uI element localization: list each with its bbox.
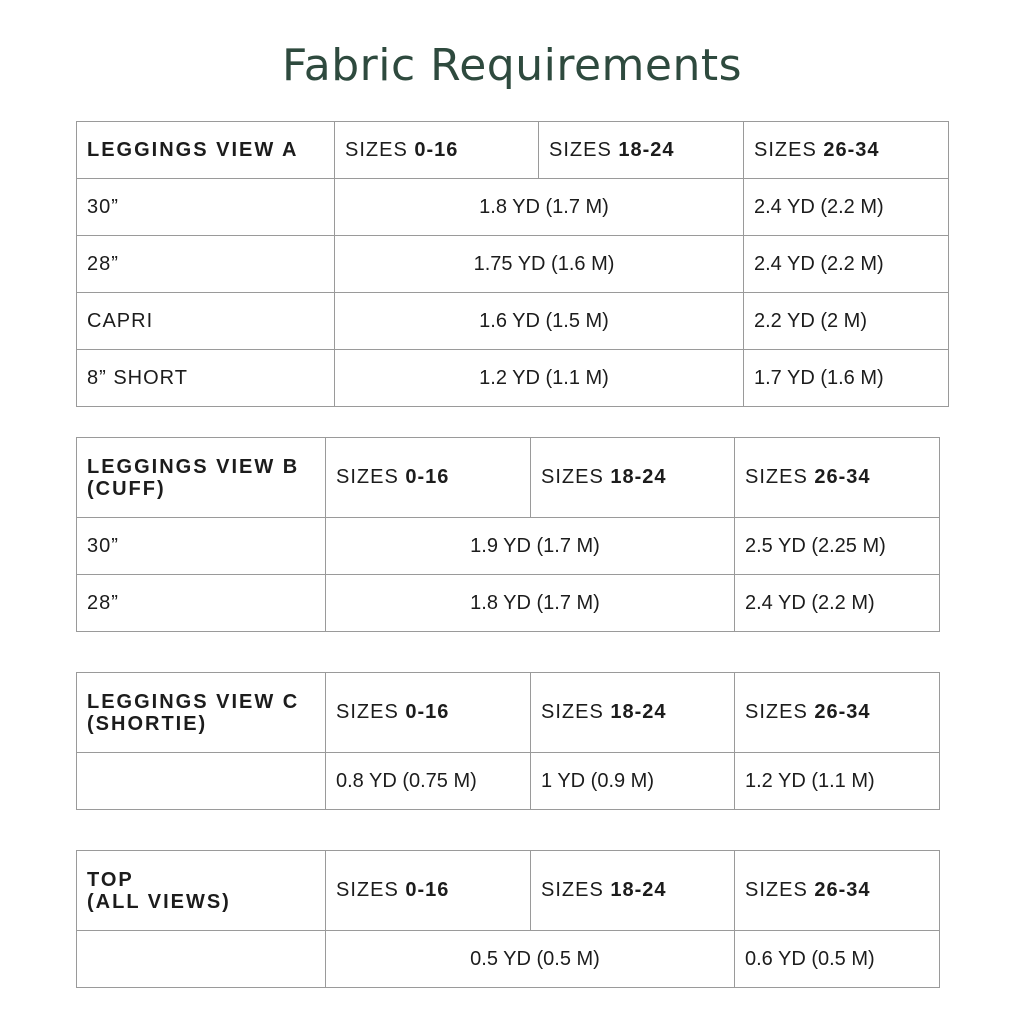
size-header-26-34: SIZES 26-34 xyxy=(735,851,940,931)
yardage-sizes-0-16: 0.8 YD (0.75 M) xyxy=(326,753,531,810)
table-row xyxy=(77,179,949,236)
yardage-sizes-0-24: 1.2 YD (1.1 M) xyxy=(335,350,744,407)
yardage-sizes-26-34: 2.4 YD (2.2 M) xyxy=(744,179,949,236)
table-row xyxy=(77,236,949,293)
leggings-view-c-table xyxy=(76,672,940,810)
yardage-sizes-26-34: 2.2 YD (2 M) xyxy=(744,293,949,350)
yardage-sizes-26-34: 2.4 YD (2.2 M) xyxy=(735,575,940,632)
table-heading: TOP (ALL VIEWS) xyxy=(77,851,326,931)
top-table xyxy=(76,850,940,988)
size-header-0-16: SIZES 0-16 xyxy=(326,438,531,518)
page-title: Fabric Requirements xyxy=(281,40,743,91)
table-heading: LEGGINGS VIEW C (SHORTIE) xyxy=(77,673,326,753)
table-row xyxy=(77,575,940,632)
yardage-sizes-26-34: 2.5 YD (2.25 M) xyxy=(735,518,940,575)
row-label: 28” xyxy=(77,575,326,632)
yardage-sizes-0-24: 1.8 YD (1.7 M) xyxy=(326,575,735,632)
size-header-18-24: SIZES 18-24 xyxy=(531,851,735,931)
yardage-sizes-0-24: 1.6 YD (1.5 M) xyxy=(335,293,744,350)
row-label: 8” SHORT xyxy=(77,350,335,407)
row-label: 30” xyxy=(77,179,335,236)
table-heading: LEGGINGS VIEW B (CUFF) xyxy=(77,438,326,518)
table-row xyxy=(77,753,940,810)
table-row xyxy=(77,931,940,988)
row-label: 30” xyxy=(77,518,326,575)
row-label xyxy=(77,753,326,810)
yardage-sizes-18-24: 1 YD (0.9 M) xyxy=(531,753,735,810)
yardage-sizes-26-34: 2.4 YD (2.2 M) xyxy=(744,236,949,293)
yardage-sizes-0-24: 1.75 YD (1.6 M) xyxy=(335,236,744,293)
size-header-26-34: SIZES 26-34 xyxy=(735,438,940,518)
header-row xyxy=(77,851,940,931)
row-label: CAPRI xyxy=(77,293,335,350)
yardage-sizes-26-34: 0.6 YD (0.5 M) xyxy=(735,931,940,988)
size-header-26-34: SIZES 26-34 xyxy=(735,673,940,753)
size-header-0-16: SIZES 0-16 xyxy=(326,851,531,931)
size-header-26-34: SIZES 26-34 xyxy=(744,122,949,179)
size-header-18-24: SIZES 18-24 xyxy=(531,438,735,518)
size-header-0-16: SIZES 0-16 xyxy=(335,122,539,179)
yardage-sizes-26-34: 1.7 YD (1.6 M) xyxy=(744,350,949,407)
header-row xyxy=(77,438,940,518)
leggings-view-b-table xyxy=(76,437,940,632)
size-header-18-24: SIZES 18-24 xyxy=(531,673,735,753)
size-header-0-16: SIZES 0-16 xyxy=(326,673,531,753)
yardage-sizes-0-24: 0.5 YD (0.5 M) xyxy=(326,931,735,988)
yardage-sizes-26-34: 1.2 YD (1.1 M) xyxy=(735,753,940,810)
table-row xyxy=(77,350,949,407)
header-row xyxy=(77,122,949,179)
table-heading: LEGGINGS VIEW A xyxy=(77,122,335,179)
yardage-sizes-0-24: 1.9 YD (1.7 M) xyxy=(326,518,735,575)
size-header-18-24: SIZES 18-24 xyxy=(539,122,744,179)
row-label xyxy=(77,931,326,988)
header-row xyxy=(77,673,940,753)
table-row xyxy=(77,293,949,350)
table-row xyxy=(77,518,940,575)
yardage-sizes-0-24: 1.8 YD (1.7 M) xyxy=(335,179,744,236)
leggings-view-a-table xyxy=(76,121,949,407)
row-label: 28” xyxy=(77,236,335,293)
